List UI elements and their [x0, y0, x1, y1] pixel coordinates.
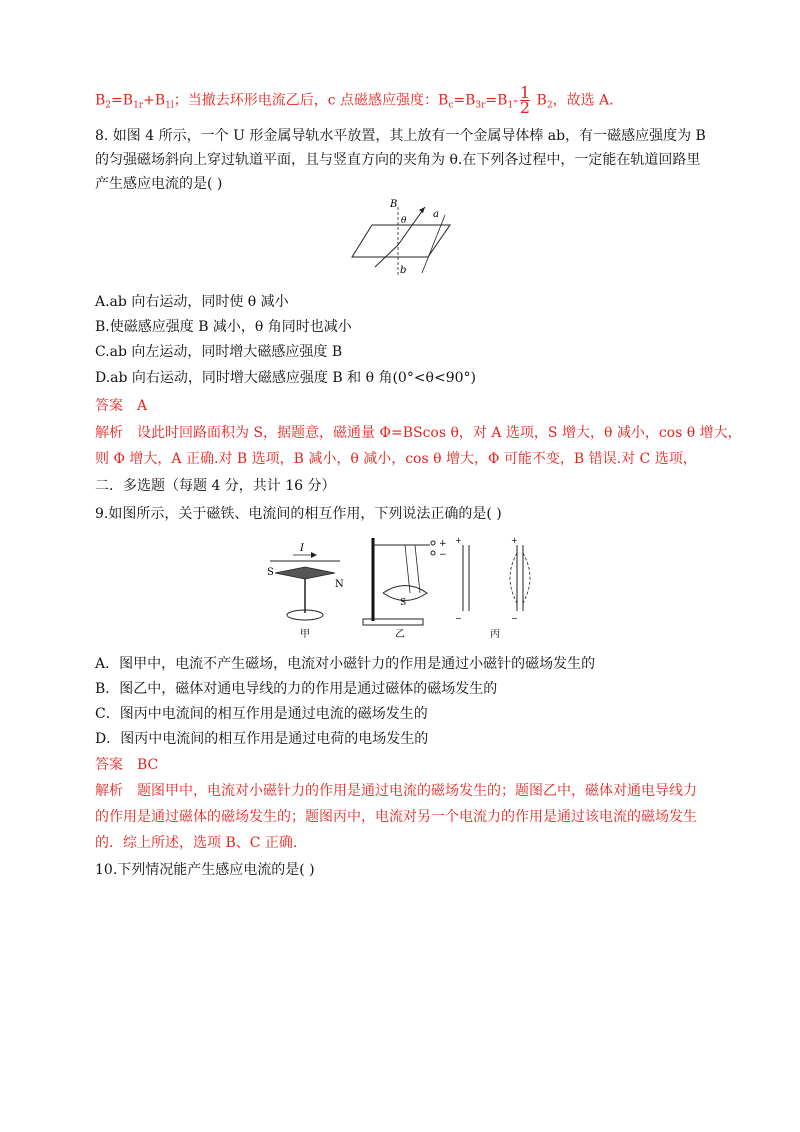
- q9-analysis-line3: 的．综上所述，选项 B、C 正确．: [95, 835, 307, 851]
- figure-jia: [267, 543, 344, 640]
- label-S-yi: S: [400, 598, 407, 608]
- label-theta: θ: [401, 216, 407, 226]
- label-plus-yi: +: [439, 539, 447, 549]
- q9-answer: 答案 BC: [95, 757, 159, 773]
- label-plus-bing-right: +: [511, 536, 518, 545]
- q9-option-a: A．图甲中，电流不产生磁场，电流对小磁针力的作用是通过小磁针的磁场发生的: [95, 656, 596, 672]
- label-a: a: [433, 209, 439, 220]
- q8-stem-line3: 产生感应电流的是( ): [95, 176, 223, 192]
- q8-stem-line1: 8. 如图 4 所示，一个 U 形金属导轨水平放置，其上放有一个金属导体棒 ab，有一磁感应强度为 B: [95, 128, 706, 144]
- q8-analysis-line1: 解析 设此时回路面积为 S，据题意，磁通量 Φ=BScos θ，对 A 选项，S 增大，θ 减小，cos θ 增大，: [95, 425, 742, 441]
- section-heading-multi-choice: 二．多选题（每题 4 分，共计 16 分）: [95, 478, 336, 494]
- label-N-jia: N: [335, 579, 344, 590]
- figure-bing: [455, 536, 530, 640]
- caption-bing: 丙: [490, 629, 500, 640]
- answer7-tail: $B_2=B_{1r}+B_{1l}$；当撤去环形电流乙后，c 点磁感应强度：$B_c=B_{3r}=B_1-$ $\frac{1}{2}$ $B_2$，故选 A.: [95, 83, 614, 117]
- q8-analysis-line2: 则 Φ 增大，A 正确.对 B 选项，B 减小，θ 减小，cos θ 增大，Φ 可能不变，B 错误.对 C 选项，: [95, 451, 697, 467]
- caption-jia: 甲: [300, 629, 310, 640]
- q8-option-d: D.ab 向右运动，同时增大磁感应强度 B 和 θ 角(0°<θ<90°): [95, 370, 476, 386]
- label-S-jia: S: [267, 567, 274, 578]
- fraction-one-half: $\frac{1}{2}$: [519, 83, 531, 117]
- q8-figure-rails-diagram: [350, 195, 460, 280]
- q9-option-b: B．图乙中，磁体对通电导线的力的作用是通过磁体的磁场发生的: [95, 681, 498, 697]
- q8-option-b: B.使磁感应强度 B 减小，θ 角同时也减小: [95, 319, 352, 335]
- q9-option-d: D．图丙中电流间的相互作用是通过电荷的电场发生的: [95, 731, 429, 747]
- label-B: B: [390, 199, 398, 210]
- q9-stem: 9.如图所示，关于磁铁、电流间的相互作用，下列说法正确的是( ): [95, 506, 502, 522]
- q9-figure-magnet-current-diagrams: [255, 533, 545, 643]
- q8-option-c: C.ab 向左运动，同时增大磁感应强度 B: [95, 344, 343, 360]
- q10-stem: 10.下列情况能产生感应电流的是( ): [95, 862, 315, 878]
- q9-analysis-line1: 解析 题图甲中，电流对小磁针力的作用是通过电流的磁场发生的；题图乙中，磁体对通电导线力: [95, 783, 697, 799]
- label-plus-bing-left: +: [455, 536, 462, 545]
- q8-answer: 答案 A: [95, 398, 148, 414]
- label-minus-yi: −: [439, 550, 447, 560]
- label-minus-bing-left: −: [455, 614, 462, 623]
- caption-yi: 乙: [395, 629, 405, 640]
- q9-option-c: C．图丙中电流间的相互作用是通过电流的磁场发生的: [95, 706, 428, 722]
- label-minus-bing-right: −: [511, 614, 518, 623]
- label-b: b: [400, 265, 407, 276]
- figure-yi: [363, 538, 447, 640]
- q9-analysis-line2: 的作用是通过磁体的磁场发生的；题图丙中，电流对另一个电流力的作用是通过该电流的磁场发生: [95, 809, 697, 825]
- q8-stem-line2: 的匀强磁场斜向上穿过轨道平面，且与竖直方向的夹角为 θ.在下列各过程中，一定能在轨道回路里: [95, 152, 701, 168]
- label-I: I: [300, 543, 304, 554]
- q8-option-a: A.ab 向右运动，同时使 θ 减小: [95, 294, 289, 310]
